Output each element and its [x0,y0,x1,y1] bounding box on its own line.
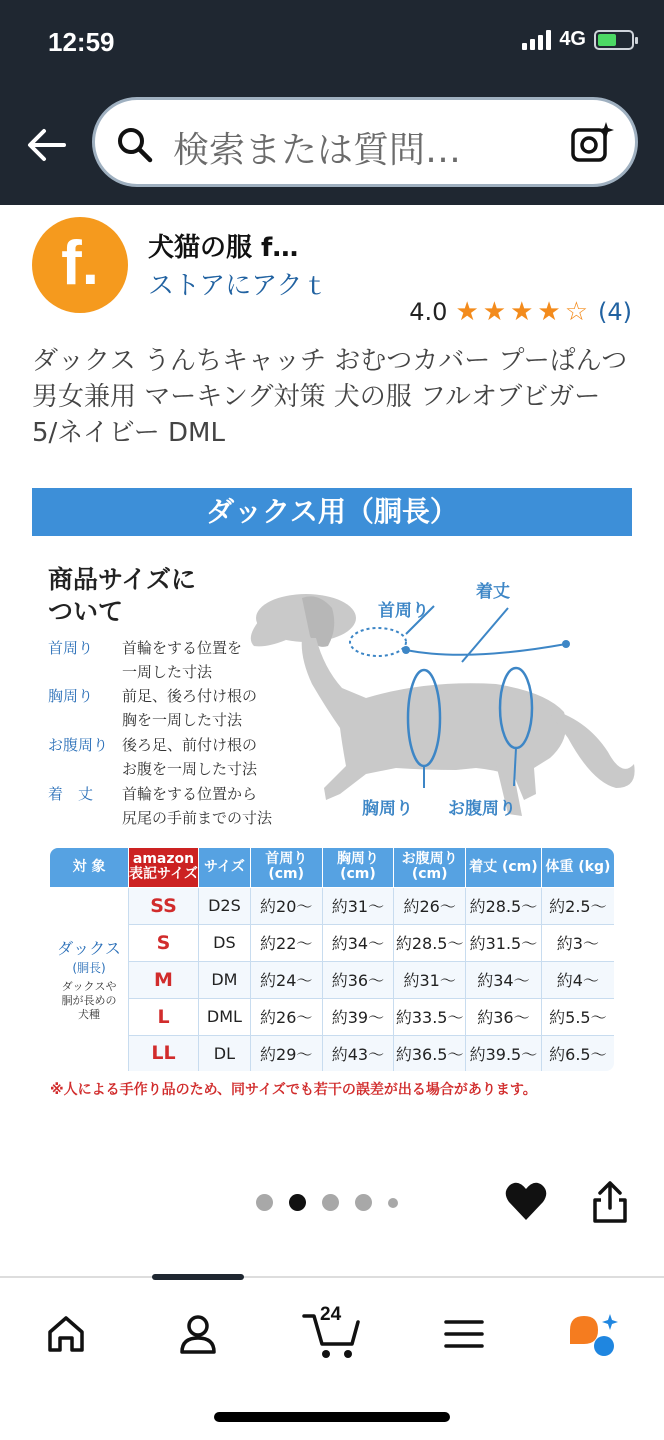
carousel-dot[interactable] [322,1194,339,1211]
table-header: 対 象 [49,847,129,887]
store-link[interactable]: ストアにアクｔ [148,271,329,301]
table-cell: 約28.5～ [394,924,466,961]
bottom-nav [0,1276,664,1440]
table-cell: 約34～ [466,961,542,998]
star-full-icon: ★ [482,297,507,327]
definition-term: 着 丈 [48,785,94,803]
table-cell: M [129,961,199,998]
size-table [48,846,616,1073]
table-header: 首周り (cm) [250,847,322,887]
table-cell: DM [198,961,250,998]
definition-term: お腹周り [48,736,109,754]
table-cell: 約31.5～ [466,924,542,961]
table-cell: DL [198,1035,250,1072]
store-logo-letter: f. [61,228,99,298]
rating-value: 4.0 [409,298,448,326]
table-row [49,1035,615,1072]
table-cell: S [129,924,199,961]
table-cell: L [129,998,199,1035]
table-cell: 約22～ [250,924,322,961]
star-empty-icon: ☆ [564,297,588,327]
rating-count[interactable]: (4) [598,298,632,326]
table-cell: 約34～ [322,924,394,961]
search-placeholder: 検索または質問… [173,130,462,171]
battery-icon [594,30,634,50]
diagram-label-length: 着丈 [476,582,510,602]
table-cell: DS [198,924,250,961]
size-heading [48,564,196,628]
table-cell: DML [198,998,250,1035]
table-header-row [49,847,615,887]
table-cell: 約31～ [394,961,466,998]
size-heading-line1: 商品サイズに [48,565,197,594]
table-cell: 約20～ [250,887,322,924]
table-header: 着丈 (cm) [466,847,542,887]
table-cell: 約26～ [394,887,466,924]
nav-menu[interactable] [434,1304,494,1364]
table-cell: 約36～ [466,998,542,1035]
table-cell: 約3～ [541,924,615,961]
table-cell: 約39～ [322,998,394,1035]
diagram-label-neck: 首周り [378,601,429,621]
definition-desc: 首輪をする位置から 尻尾の手前までの寸法 [122,785,273,827]
table-cell: 約28.5～ [466,887,542,924]
table-header: 体重 (kg) [541,847,615,887]
heart-icon[interactable] [504,1180,548,1222]
table-header: お腹周り (cm) [394,847,466,887]
definition-term: 胸周り [48,687,94,705]
table-cell: 約4～ [541,961,615,998]
status-bar [0,0,664,85]
carousel-dot-active[interactable] [289,1194,306,1211]
account-icon [176,1312,220,1356]
star-full-icon: ★ [537,297,561,327]
table-cell: 約33.5～ [394,998,466,1035]
table-cell: D2S [198,887,250,924]
diagram-label-chest: 胸周り [362,799,413,819]
table-cell: 約39.5～ [466,1035,542,1072]
search-header [0,85,664,205]
store-row [0,205,664,325]
table-cell: 約6.5～ [541,1035,615,1072]
product-image[interactable] [32,488,632,1118]
table-cell: 約5.5～ [541,998,615,1035]
star-full-icon: ★ [510,297,534,327]
camera-icon[interactable] [569,120,615,166]
table-row [49,924,615,961]
product-title: ダックス うんちキャッチ おむつカバー プーぱんつ 男女兼用 マーキング対策 犬の服 フルオブビガー 5/ネイビー DML [32,346,628,448]
search-input[interactable] [92,97,638,187]
table-header: amazon 表記サイズ [129,847,199,887]
table-cell: 約26～ [250,998,322,1035]
dog-diagram [246,588,636,828]
nav-home[interactable] [36,1304,96,1364]
table-header: 胸周り (cm) [322,847,394,887]
definition-term: 首周り [48,639,94,657]
back-arrow-icon[interactable] [24,122,70,168]
battery-level [598,34,616,46]
image-banner: ダックス用（胴長） [32,488,632,536]
carousel-dots[interactable] [256,1194,398,1211]
definition-desc: 後ろ足、前付け根の お腹を一周した寸法 [122,736,258,778]
table-cell: 約2.5～ [541,887,615,924]
table-cell: 約24～ [250,961,322,998]
store-logo[interactable] [32,217,128,313]
definition-desc: 前足、後ろ付け根の 胸を一周した寸法 [122,687,258,729]
table-row [49,961,615,998]
carousel-dot[interactable] [256,1194,273,1211]
search-icon [115,125,155,165]
diagram-label-belly: お腹周り [448,799,516,819]
table-header: サイズ [198,847,250,887]
store-name[interactable]: 犬猫の服 f… [148,233,299,263]
rufus-icon [566,1310,622,1358]
star-full-icon: ★ [455,297,479,327]
table-row [49,998,615,1035]
cart-count: 24 [320,1304,342,1325]
signal-icon [522,30,551,50]
table-cell: SS [129,887,199,924]
table-cell: 約31～ [322,887,394,924]
home-icon [44,1312,88,1356]
definition-desc: 首輪をする位置を 一周した寸法 [122,639,243,681]
nav-account[interactable] [168,1304,228,1364]
active-tab-indicator [152,1274,244,1280]
nav-rufus[interactable] [564,1304,624,1364]
carousel-dot[interactable] [388,1198,398,1208]
status-time: 12:59 [48,27,115,57]
table-cell: 約36～ [322,961,394,998]
table-cell: 約29～ [250,1035,322,1072]
target-cell: ダックス (胴長) ダックスや 胴が長めの 犬種 [49,887,129,1072]
dog-silhouette [251,594,635,816]
share-icon[interactable] [590,1180,630,1224]
table-row [49,887,615,924]
table-cell: 約36.5～ [394,1035,466,1072]
home-indicator [214,1412,450,1422]
rating[interactable] [409,298,632,326]
image-pager [0,1180,664,1224]
network-label: 4G [559,28,586,50]
carousel-dot[interactable] [355,1194,372,1211]
menu-icon [442,1312,486,1356]
size-heading-line2: ついて [48,597,124,626]
image-note: ※人による手作り品のため、同サイズでも若干の誤差が出る場合があります。 [50,1082,537,1098]
table-cell: LL [129,1035,199,1072]
status-indicators [522,28,634,51]
table-cell: 約43～ [322,1035,394,1072]
